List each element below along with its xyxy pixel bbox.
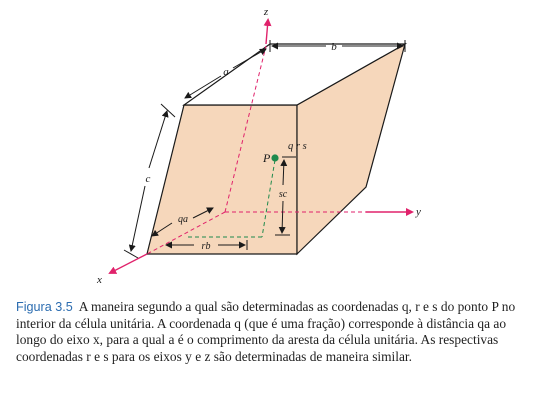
edge-a-label: a	[223, 66, 229, 78]
x-axis	[110, 254, 147, 273]
coord-rb-label: rb	[201, 241, 211, 252]
dim-c-arrow-down	[131, 186, 145, 251]
z-axis	[266, 20, 268, 44]
dim-c-arrow-up	[149, 111, 167, 168]
dim-c-tick-top	[161, 104, 175, 117]
dim-c-tick-bottom	[124, 250, 138, 258]
y-axis-label: y	[416, 206, 421, 218]
z-axis-label: z	[263, 6, 269, 18]
cell-front-face	[147, 105, 297, 254]
caption-text: A maneira segundo a qual são determinadas as coordenadas q, r e s do ponto P no interior da célula unitária. A coordenada q (que é uma fração) corresponde à distância qa ao longo do eixo x, para a qual a é o comprimento da aresta da célula unitária. As respectivas coordenadas r e s para os eixos y e z são determinadas de maneira similar.	[16, 299, 516, 364]
edge-b-label: b	[331, 41, 337, 53]
figure-caption	[16, 299, 522, 365]
coord-qa-label: qa	[178, 214, 188, 225]
edge-c-label: c	[145, 173, 151, 185]
coord-qrs-label: q r s	[288, 141, 307, 152]
point-p	[271, 154, 278, 161]
coord-sc-label: sc	[278, 189, 288, 200]
x-axis-label: x	[97, 274, 102, 286]
figure-number: Figura 3.5	[16, 300, 73, 314]
point-p-label: P	[263, 151, 271, 165]
